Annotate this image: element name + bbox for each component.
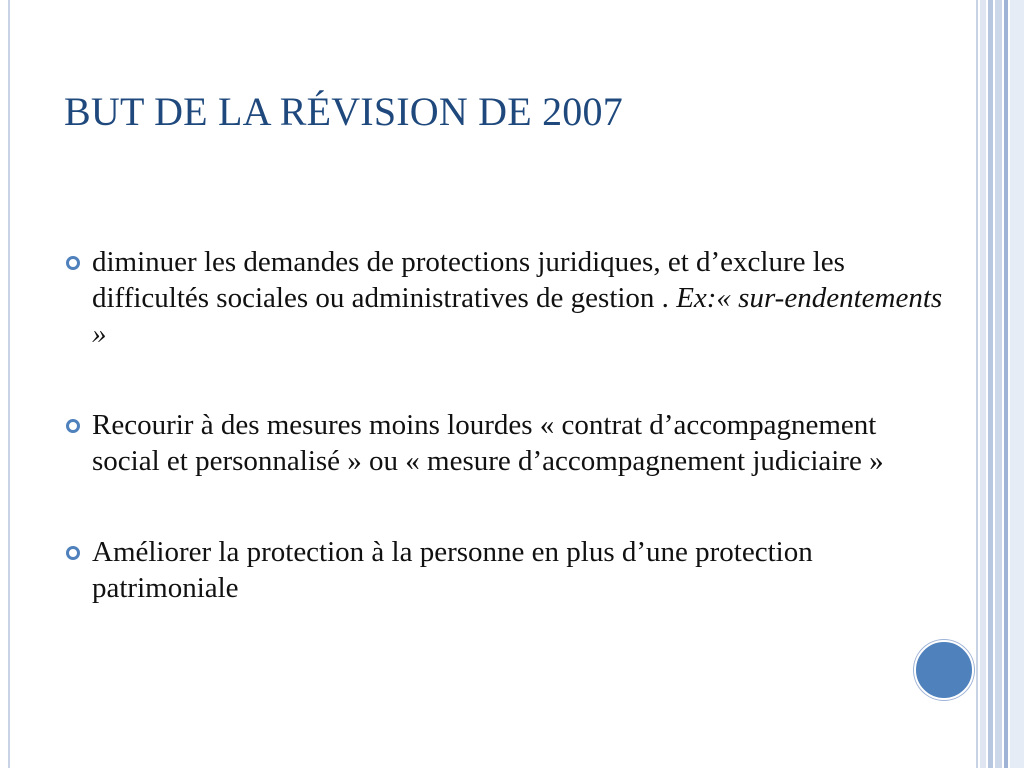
bullet-item <box>64 244 944 352</box>
bullet-text: Améliorer la protection à la personne en plus d’une protection patrimoniale <box>92 536 813 604</box>
bullet-text: Recourir à des mesures moins lourdes « contrat d’accompagnement social et personnalisé » ou « mesure d’accompagnement judiciaire » <box>92 409 884 477</box>
bullet-circle-icon <box>66 546 80 560</box>
decorative-rail <box>988 0 993 768</box>
decorative-rail <box>1004 0 1008 768</box>
bullet-circle-icon <box>66 256 80 270</box>
bullet-item <box>64 407 944 479</box>
bullet-list <box>64 244 944 661</box>
decorative-circle-icon <box>914 640 974 700</box>
bullet-text: diminuer les demandes de protections juridiques, et d’exclure les difficultés sociales ou administratives de gestion . <box>92 246 845 314</box>
decorative-rail <box>995 0 1002 768</box>
bullet-example: Ex:« sur-endentements » <box>92 282 943 350</box>
decorative-rail <box>980 0 986 768</box>
slide-title: BUT DE LA RÉVISION DE 2007 <box>64 89 623 134</box>
decorative-rail <box>1010 0 1024 768</box>
bullet-item <box>64 534 944 606</box>
bullet-circle-icon <box>66 419 80 433</box>
